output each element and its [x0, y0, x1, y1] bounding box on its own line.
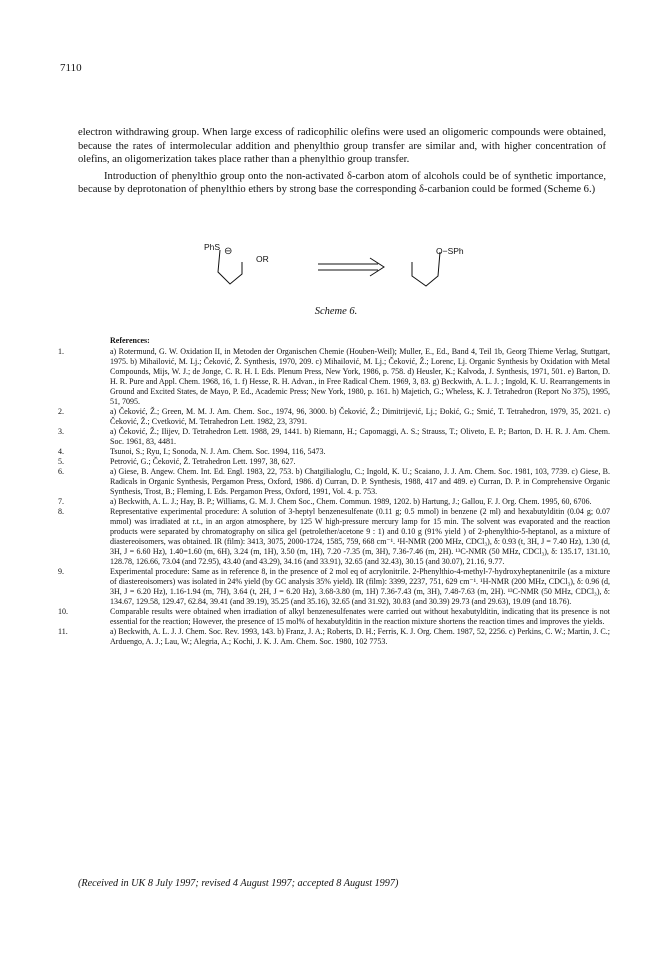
reference-number: 7. — [58, 497, 64, 506]
reference-item — [58, 567, 610, 607]
reference-text: a) Rotermund, G. W. Oxidation II, in Metoden der Organischen Chemie (Houben-Weil); Muller, E., Ed., Band 4, Teil 1b, Georg Thieme Verlag, Stuttgart, 1975. b) Mihailović, M. Lj.; Čeković, Ž. Synthesis, 1970, 209. c) Mihailović, M. Lj.; Čeković, Ž.; Lorenc, Lj. Organic Synthesis by Oxidation with Metal Compounds, Mijs, W. J.; de Jonge, C. R. H. I. Eds. Plenum Press, New York, 1986, p. 758. d) Heusler, K.; Kalvoda, J. Synthesis, 1971, 501. e) Barton, D. H. R. Pure and Appl. Chem. 1968, 16, 1. f) Hesse, R. H. Advan., in Free Radical Chem. 1969, 3, 83. g) Beckwith, A. L. J. ; Ingold, K. U. Rearrangements in Ground and Excited States, de Mayo, P. Ed., Academic Press; New York, 1980, p. 161. h) Majetich, G.; Wheless, K. J. Tetrahedron (Report No 375), 1995, 51, 7095. — [110, 347, 610, 406]
reference-number: 5. — [58, 457, 64, 466]
reference-number: 8. — [58, 507, 64, 516]
reference-text: a) Čeković, Ž.; Green, M. M. J. Am. Chem. Soc., 1974, 96, 3000. b) Čeković, Ž.; Dimitrijević, Lj.; Đokić, G.; Srnić, T. Tetrahedron, 1979, 35, 2021. c) Čeković, Ž.; Cvetković, M. Tetrahedron Lett. 1982, 23, 3791. — [110, 407, 610, 426]
reference-text: a) Giese, B. Angew. Chem. Int. Ed. Engl. 1983, 22, 753. b) Chatgilialoglu, C.; Ingold, K. U.; Scaiano, J. J. Am. Chem. Soc. 1981, 103, 7739. c) Giese, B. Radicals in Organic Synthesis, Pergamon Press, Oxford, 1986. d) Curran, D. P. Synthesis, 1988, 417 and 489. e) Curran, D. P. in Comprehensive Organic Synthesis, Trost, B.; Fleming, I. Eds. Pergamon Press, Oxford, 1991, Vol. 4. p. 753. — [110, 467, 610, 496]
reference-item — [58, 507, 610, 567]
paragraph-2: Introduction of phenylthio group onto the non-activated δ-carbon atom of alcohols could be of synthetic importance, because by deprotonation of phenylthio ethers by strong base the corresponding δ-carbanion could be formed (Scheme 6.) — [78, 170, 606, 196]
reference-number: 4. — [58, 447, 64, 456]
scheme-caption: Scheme 6. — [314, 306, 358, 317]
reference-item — [58, 627, 610, 647]
reference-item — [58, 427, 610, 447]
reference-text: Comparable results were obtained when irradiation of alkyl benzenesulfenates were carried out without hexabutylditin, indicating that its presence is not essential for the reaction; However, the presence of 15 mol% of hexabutylditin in the reaction mixture shortens the reaction times and improves the yields. — [110, 607, 610, 626]
reference-number: 1. — [58, 347, 64, 356]
reference-text: a) Beckwith, A. L. J.; Hay, B. P.; Williams, G. M. J. Chem Soc., Chem. Commun. 1989, 1202. b) Hartung, J.; Gallou, F. J. Org. Chem. 1995, 60, 6706. — [110, 497, 592, 506]
right-molecule-chain — [412, 252, 440, 286]
arrow-head — [370, 258, 384, 276]
reference-number: 11. — [58, 627, 68, 636]
paragraph-1: electron withdrawing group. When large excess of radicophilic olefins were used an oligomeric compounds were obtained, because the rates of intermolecular addition and phenylthio group transfer are similar and, with higher concentration of olefins, an oligomerization takes place rather than a phenylthio group transfer. — [78, 127, 606, 166]
anion-charge-icon: ⊖ — [224, 246, 233, 257]
reference-text: Experimental procedure: Same as in reference 8, in the presence of 2 mol eq of acrylonitrile. 2-Phenylthio-4-methyl-7-hydroxyheptanenitrile (as a mixture of diastereoisomers) was isolated in 24% yield (by GC analysis 35% yield). IR (film): 3399, 2237, 751, 629 cm⁻¹. ¹H-NMR (200 MHz, CDCl₃), δ: 0.96 (d, 3H, J = 6.20 Hz), 1.16-1.94 (m, 7H), 3.64 (t, 2H, J = 6.20 Hz), 3.68-3.80 (m, 1H) 7.36-7.43 (m, 3H), 7.48-7.63 (m, 2H). ¹³C-NMR (50 MHz, CDCl₃), δ: 134.67, 129.58, 129.47, 62.84, 39.41 (and 39.19), 35.25 (and 35.16), 32.65 (and 31.92), 30.83 (and 30.39) 29.73 (and 29.63), 19.09 (and 18.76). — [110, 567, 610, 606]
or-label: OR — [256, 254, 269, 264]
reference-item — [58, 457, 610, 467]
reference-number: 10. — [58, 607, 68, 616]
page-number: 7110 — [60, 62, 82, 74]
reference-item — [58, 347, 610, 407]
o-sph-label: O−SPh — [436, 246, 464, 256]
reference-item — [58, 497, 610, 507]
reference-text: a) Beckwith, A. L. J. J. Chem. Soc. Rev. 1993, 143. b) Franz, J. A.; Roberts, D. H.; Ferris, K. J. Org. Chem. 1987, 52, 2256. c) Perkins, C. W.; Martin, J. C.; Arduengo, A. J.; Lau, W.; Alegria, A.; Kochi, J. K. J. Am. Chem. Soc. 1980, 102 7753. — [110, 627, 610, 646]
reference-text: Petrović, G.; Čeković, Ž. Tetrahedron Lett. 1997, 38, 627. — [110, 457, 296, 466]
reference-item — [58, 607, 610, 627]
reference-text: a) Čeković, Ž.; Ilijev, D. Tetrahedron Lett. 1988, 29, 1441. b) Riemann, H.; Capomaggi, A. S.; Strauss, T.; Oliveto, E. P.; Barton, D. H. R. J. Am. Chem. Soc. 1961, 83, 4481. — [110, 427, 610, 446]
reference-number: 6. — [58, 467, 64, 476]
received-dates: (Received in UK 8 July 1997; revised 4 August 1997; accepted 8 August 1997) — [78, 878, 399, 889]
reference-number: 9. — [58, 567, 64, 576]
reference-text: Tsunoi, S.; Ryu, I.; Sonoda, N. J. Am. Chem. Soc. 1994, 116, 5473. — [110, 447, 326, 456]
reference-number: 3. — [58, 427, 64, 436]
references-title: References: — [110, 336, 150, 345]
reference-number: 2. — [58, 407, 64, 416]
reference-text: Representative experimental procedure: A solution of 3-heptyl benzenesulfenate (0.11 g; 0.5 mmol) in benzene (2 ml) and hexabutylditin (0.04 g; 0.07 mmol) was irradiated at r.t., in an argon atmosphere, by 125 W high-pressure mercury lamp for 15 min. The solvent was evaporated and the reaction products were separated by chromatography on silica gel (petrolether/acetone 9 : 1) and 0.10 g (91% yield ) of 2-phenylthio-5-heptanol, as a mixture of diastereoisomers, was obtained. IR (film): 3413, 3075, 2000-1724, 1585, 759, 668 cm⁻¹. ¹H-NMR (200 MHz, CDCl₃), δ: 0.93 (t, 3H, J = 7.40 Hz), 1.30 (d, 3H, J = 6.60 Hz), 1.40=1.60 (m, 6H), 3.24 (m, 1H), 3.50 (m, 1H), 7.20 -7.35 (m, 3H), 7.36-7.46 (m, 2H). ¹³C-NMR (50 MHz, CDCl₃), δ: 135.17, 131.10, 128.78, 126.66, 73.04 (and 72.95), 43.40 (and 43.29), 34.16 (and 33.91), 32.65 (and 32.43), 30.15 (and 30.07), 21.16, 9.77. — [110, 507, 610, 566]
references-section — [58, 336, 610, 647]
body-text — [78, 126, 606, 197]
phs-label: PhS — [204, 242, 221, 252]
reference-item — [58, 467, 610, 497]
reference-item — [58, 407, 610, 427]
reference-item — [58, 447, 610, 457]
